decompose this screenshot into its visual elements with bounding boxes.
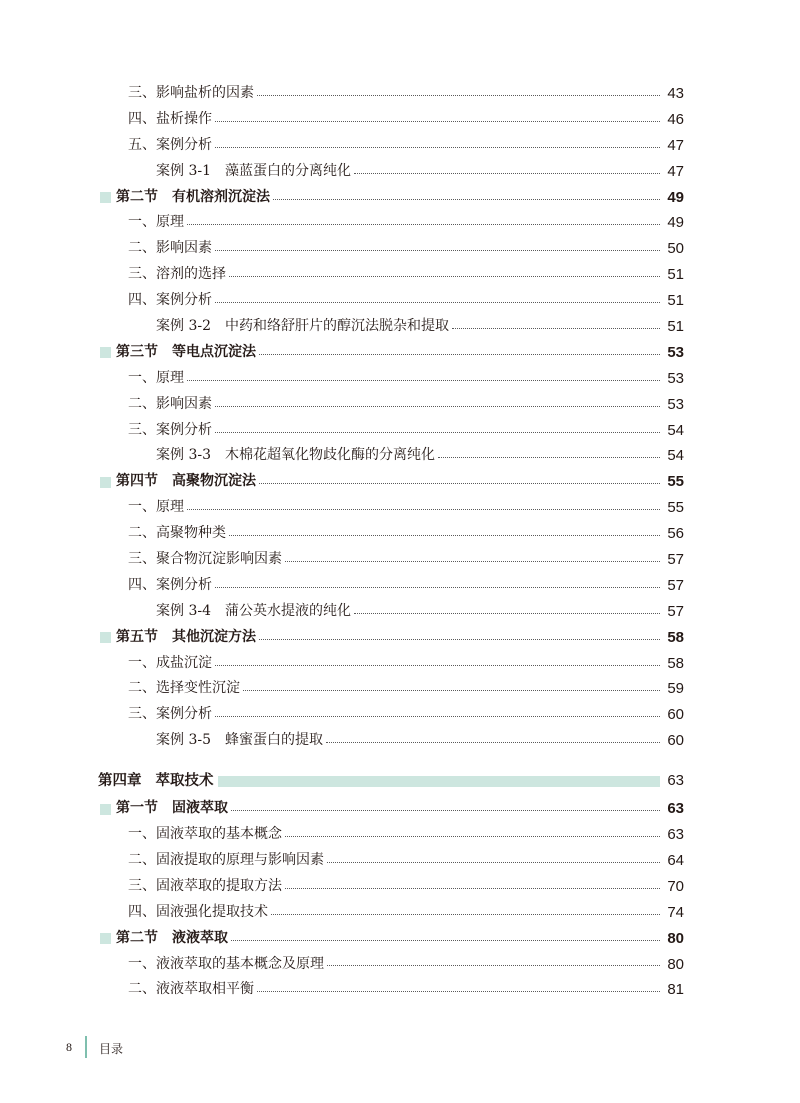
entry-title: 中药和络舒肝片的醇沉法脱杂和提取 (225, 318, 449, 335)
toc-entry[interactable] (98, 288, 684, 314)
toc-section-entry[interactable] (98, 469, 684, 495)
dot-leader (326, 741, 660, 743)
dot-leader (271, 913, 660, 915)
page-number: 58 (667, 628, 684, 646)
toc-entry[interactable] (98, 874, 684, 900)
entry-title: 木棉花超氧化物歧化酶的分离纯化 (225, 447, 435, 464)
page-number: 59 (667, 680, 684, 698)
page-number: 51 (667, 292, 684, 310)
section-number: 第五节 (116, 628, 158, 645)
dot-leader (243, 689, 660, 691)
dot-leader (215, 586, 660, 588)
toc-section-entry[interactable] (98, 926, 684, 952)
entry-title: 五、案例分析 (128, 136, 212, 153)
page-number: 58 (667, 654, 684, 672)
toc-entry[interactable] (98, 676, 684, 702)
page-number: 63 (667, 826, 684, 844)
entry-title: 一、原理 (128, 369, 184, 386)
dot-leader (257, 94, 660, 96)
dot-leader (215, 301, 660, 303)
section-marker-icon (100, 933, 111, 944)
toc-entry[interactable] (98, 848, 684, 874)
entry-title: 二、影响因素 (128, 240, 212, 257)
dot-leader (215, 405, 660, 407)
section-number: 第二节 (116, 188, 158, 205)
dot-leader (229, 275, 660, 277)
chapter-title: 萃取技术 (155, 773, 214, 790)
toc-entry[interactable] (98, 418, 684, 444)
dot-leader (285, 835, 660, 837)
entry-title: 三、聚合物沉淀影响因素 (128, 551, 282, 568)
toc-case-entry[interactable] (98, 314, 684, 340)
entry-title: 一、成盐沉淀 (128, 654, 212, 671)
dot-leader (438, 456, 660, 458)
entry-title: 三、固液萃取的提取方法 (128, 877, 282, 894)
dot-leader (215, 431, 660, 433)
entry-title: 三、案例分析 (128, 706, 212, 723)
chapter-accent-bar (218, 776, 661, 787)
entry-title: 一、原理 (128, 499, 184, 516)
dot-leader (259, 638, 660, 640)
section-marker-icon (100, 192, 111, 203)
dot-leader (259, 482, 660, 484)
section-marker-icon (100, 632, 111, 643)
case-number: 案例 3-3 (156, 447, 211, 464)
toc-case-entry[interactable] (98, 599, 684, 625)
footer-divider (85, 1036, 87, 1058)
section-title: 其他沉淀方法 (172, 628, 256, 645)
dot-leader (231, 809, 660, 811)
dot-leader (273, 198, 660, 200)
page-number: 53 (667, 395, 684, 413)
dot-leader (354, 172, 660, 174)
toc-entry[interactable] (98, 702, 684, 728)
entry-title: 一、固液萃取的基本概念 (128, 826, 282, 843)
dot-leader (215, 664, 660, 666)
section-marker-icon (100, 477, 111, 488)
section-title: 高聚物沉淀法 (172, 473, 256, 490)
dot-leader (187, 223, 660, 225)
dot-leader (229, 534, 660, 536)
table-of-contents (98, 81, 684, 1003)
page-number: 60 (667, 706, 684, 724)
page-footer (0, 1036, 800, 1060)
dot-leader (327, 964, 660, 966)
entry-title: 二、液液萃取相平衡 (128, 981, 254, 998)
page-number: 57 (667, 602, 684, 620)
entry-title: 藻蓝蛋白的分离纯化 (225, 162, 351, 179)
dot-leader (187, 379, 660, 381)
dot-leader (259, 353, 660, 355)
section-number: 第二节 (116, 929, 158, 946)
page-number: 47 (667, 136, 684, 154)
page-number: 55 (667, 473, 684, 491)
page-number: 53 (667, 343, 684, 361)
page-number: 54 (667, 421, 684, 439)
toc-entry[interactable] (98, 573, 684, 599)
toc-case-entry[interactable] (98, 443, 684, 469)
entry-title: 四、案例分析 (128, 292, 212, 309)
dot-leader (285, 560, 660, 562)
toc-entry[interactable] (98, 210, 684, 236)
dot-leader (215, 249, 660, 251)
entry-title: 四、盐析操作 (128, 110, 212, 127)
entry-title: 二、高聚物种类 (128, 525, 226, 542)
toc-entry[interactable] (98, 977, 684, 1003)
page-number: 60 (667, 732, 684, 750)
toc-entry[interactable] (98, 236, 684, 262)
footer-page-number: 8 (66, 1040, 72, 1054)
section-number: 第一节 (116, 800, 158, 817)
page-number: 51 (667, 266, 684, 284)
dot-leader (215, 120, 660, 122)
section-number: 第四节 (116, 473, 158, 490)
toc-entry[interactable] (98, 366, 684, 392)
toc-entry[interactable] (98, 392, 684, 418)
section-marker-icon (100, 347, 111, 358)
page-number: 50 (667, 240, 684, 258)
dot-leader (231, 939, 660, 941)
dot-leader (215, 146, 660, 148)
case-number: 案例 3-4 (156, 602, 211, 619)
page-number: 74 (667, 903, 684, 921)
case-number: 案例 3-2 (156, 318, 211, 335)
chapter-number: 第四章 (98, 773, 142, 790)
page-number: 55 (667, 499, 684, 517)
section-marker-icon (100, 804, 111, 815)
section-number: 第三节 (116, 343, 158, 360)
page-number: 57 (667, 551, 684, 569)
section-title: 液液萃取 (172, 929, 228, 946)
page-number: 80 (667, 929, 684, 947)
page-number: 54 (667, 447, 684, 465)
page-number: 63 (667, 772, 684, 790)
toc-case-entry[interactable] (98, 159, 684, 185)
entry-title: 二、影响因素 (128, 395, 212, 412)
dot-leader (327, 861, 660, 863)
toc-entry[interactable] (98, 262, 684, 288)
page-number: 63 (667, 800, 684, 818)
toc-case-entry[interactable] (98, 728, 684, 754)
page-number: 56 (667, 525, 684, 543)
page-number: 64 (667, 851, 684, 869)
entry-title: 一、原理 (128, 214, 184, 231)
toc-chapter-entry[interactable] (98, 766, 684, 796)
toc-entry[interactable] (98, 952, 684, 978)
page-number: 51 (667, 318, 684, 336)
section-title: 有机溶剂沉淀法 (172, 188, 270, 205)
toc-entry[interactable] (98, 133, 684, 159)
section-title: 固液萃取 (172, 800, 228, 817)
page-number: 80 (667, 955, 684, 973)
page-number: 43 (667, 85, 684, 102)
page-number: 81 (667, 981, 684, 999)
entry-title: 蒲公英水提液的纯化 (225, 602, 351, 619)
toc-section-entry[interactable] (98, 796, 684, 822)
dot-leader (452, 327, 660, 329)
toc-entry[interactable] (98, 547, 684, 573)
toc-entry[interactable] (98, 81, 684, 107)
entry-title: 四、固液强化提取技术 (128, 903, 268, 920)
dot-leader (187, 508, 660, 510)
entry-title: 四、案例分析 (128, 576, 212, 593)
case-number: 案例 3-1 (156, 162, 211, 179)
page-number: 49 (667, 188, 684, 206)
entry-title: 蜂蜜蛋白的提取 (225, 732, 323, 749)
dot-leader (354, 612, 660, 614)
page-number: 46 (667, 110, 684, 128)
toc-entry[interactable] (98, 495, 684, 521)
footer-label: 目录 (99, 1042, 124, 1056)
entry-title: 二、选择变性沉淀 (128, 680, 240, 697)
toc-section-entry[interactable] (98, 185, 684, 211)
page-number: 47 (667, 162, 684, 180)
dot-leader (257, 990, 660, 992)
entry-title: 一、液液萃取的基本概念及原理 (128, 955, 324, 972)
toc-entry[interactable] (98, 521, 684, 547)
dot-leader (285, 887, 660, 889)
entry-title: 三、影响盐析的因素 (128, 85, 254, 101)
toc-entry[interactable] (98, 651, 684, 677)
dot-leader (215, 715, 660, 717)
entry-title: 三、溶剂的选择 (128, 266, 226, 283)
toc-entry[interactable] (98, 107, 684, 133)
page-number: 53 (667, 369, 684, 387)
toc-entry[interactable] (98, 900, 684, 926)
page-number: 70 (667, 877, 684, 895)
toc-section-entry[interactable] (98, 340, 684, 366)
page-number: 57 (667, 576, 684, 594)
toc-section-entry[interactable] (98, 625, 684, 651)
page-number: 49 (667, 214, 684, 232)
case-number: 案例 3-5 (156, 732, 211, 749)
section-title: 等电点沉淀法 (172, 343, 256, 360)
entry-title: 二、固液提取的原理与影响因素 (128, 851, 324, 868)
toc-entry[interactable] (98, 822, 684, 848)
entry-title: 三、案例分析 (128, 421, 212, 438)
